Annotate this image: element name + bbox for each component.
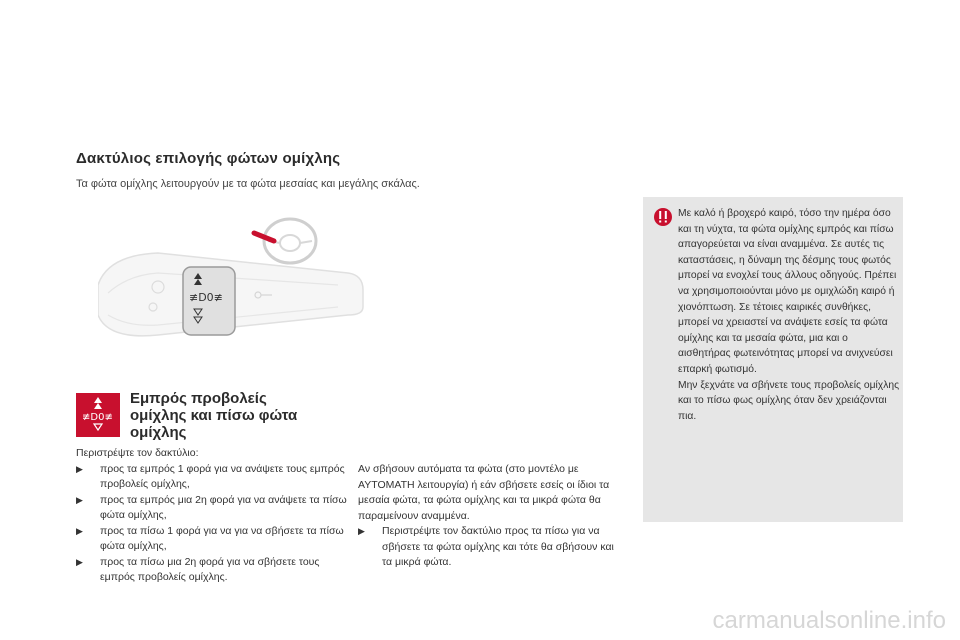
watermark: carmanualsonline.info	[712, 607, 946, 634]
fog-lights-badge	[76, 393, 120, 437]
steering-wheel-icon	[254, 219, 316, 263]
fog-lamp-icon	[76, 393, 120, 437]
list-item: ▶ προς τα πίσω μια 2η φορά για να σβήσετε τους εμπρός προβολείς ομίχλης.	[76, 555, 320, 583]
intro-text: Περιστρέψτε τον δακτύλιο:	[76, 447, 199, 459]
list-item: ▶ προς τα πίσω 1 φορά για να για να σβήσετε τα πίσω φώτα ομίχλης,	[76, 524, 344, 552]
fog-stalk-illustration	[98, 215, 368, 365]
auto-off-column	[358, 462, 620, 571]
page-title: Δακτύλιος επιλογής φώτων ομίχλης	[76, 150, 341, 167]
warning-icon	[653, 207, 673, 227]
list-item: ▶ Περιστρέψτε τον δακτύλιο προς τα πίσω για να σβήσετε τα φώτα ομίχλης και τότε θα σβήσουν και τα μικρά φώτα.	[358, 525, 614, 568]
section-title: Εμπρός προβολείς ομίχλης και πίσω φώτα ομίχλης	[130, 390, 298, 441]
list-item: ▶ προς τα εμπρός μια 2η φορά για να ανάψετε τα πίσω φώτα ομίχλης,	[76, 493, 347, 521]
instructions-column	[76, 446, 351, 586]
auto-off-paragraph: Αν σβήσουν αυτόματα τα φώτα (στο μοντέλο με AYTOMATH λειτουργία) ή εάν σβήσετε εσείς οι ίδιοι τα μεσαία φώτα, τα φώτα ομίχλης και τα μικρά φώτα θα παραμείνουν αναμμένα.	[358, 463, 610, 522]
warning-text: Με καλό ή βροχερό καιρό, τόσο την ημέρα όσο και τη νύχτα, τα φώτα ομίχλης εμπρός και πίσω απαγορεύεται να είναι αναμμένα. Σε αυτές τις καταστάσεις, η δύναμη της δέσμης τους φωτός μπορεί να ενοχλεί τους άλλους οδηγούς. Πρέπει να χρησιμοποιούνται μόνο με ομιχλώδη καιρό ή χιονόπτωση. Σε τέτοιες καιρικές συνθήκες, μπορεί να χρειαστεί να ανάψετε εσείς τα φώτα ομίχλης και τα μεσαία φώτα, μια και ο αισθητήρας φωτεινότητας μπορεί να ανιχνεύσει επαρκή φωτισμό. Μην ξεχνάτε να σβήνετε τους προβολείς ομίχλης και το πίσω φως ομίχλης όταν δεν χρειάζονται πια.	[678, 208, 900, 422]
list-item: ▶ προς τα εμπρός 1 φορά για να ανάψετε τους εμπρός προβολείς ομίχλης,	[76, 462, 345, 490]
page-subtitle: Τα φώτα ομίχλης λειτουργούν με τα φώτα μεσαίας και μεγάλης σκάλας.	[76, 178, 420, 190]
warning-panel	[643, 197, 903, 522]
svg-text:≢D0≢: ≢D0≢	[82, 412, 113, 423]
svg-text:≢D0≢: ≢D0≢	[189, 291, 223, 304]
